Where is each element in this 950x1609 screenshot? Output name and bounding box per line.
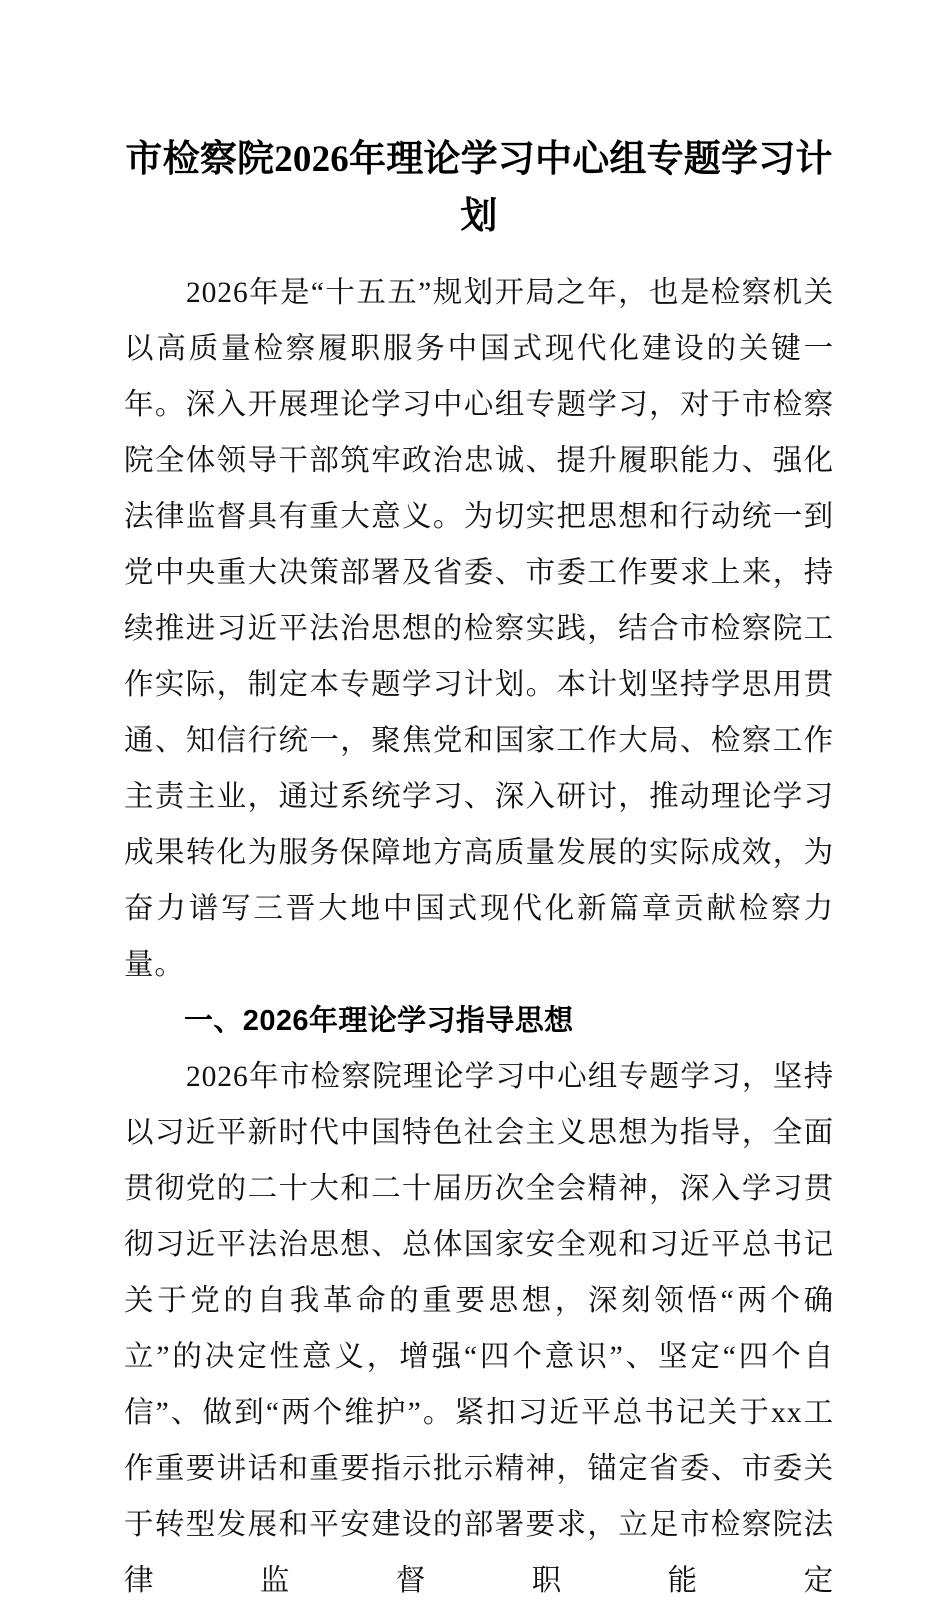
intro-paragraph: 2026年是“十五五”规划开局之年，也是检察机关以高质量检察履职服务中国式现代化建设的关键一年。深入开展理论学习中心组专题学习，对于市检察院全体领导干部筑牢政治忠诚、提升履职能力、强化法律监督具有重大意义。为切实把思想和行动统一到党中央重大决策部署及省委、市委工作要求上来，持续推进习近平法治思想的检察实践，结合市检察院工作实际，制定本专题学习计划。本计划坚持学思用贯通、知信行统一，聚焦党和国家工作大局、检察工作主责主业，通过系统学习、深入研讨，推动理论学习成果转化为服务保障地方高质量发展的实际成效，为奋力谱写三晋大地中国式现代化新篇章贡献检察力量。 bbox=[124, 277, 834, 981]
section-heading-1: 一、2026年理论学习指导思想 bbox=[184, 1005, 574, 1037]
page-title: 市检察院2026年理论学习中心组专题学习计划 bbox=[125, 139, 833, 237]
section-1-paragraph: 2026年市检察院理论学习中心组专题学习，坚持以习近平新时代中国特色社会主义思想为指导，全面贯彻党的二十大和二十届历次全会精神，深入学习贯彻习近平法治思想、总体国家安全观和习近平总书记关于党的自我革命的重要思想，深刻领悟“两个确立”的决定性意义，增强“四个意识”、坚定“四个自信”、做到“两个维护”。紧扣习近平总书记关于xx工作重要讲话和重要指示批示精神，锚定省委、市委关于转型发展和平安建设的部署要求，立足市检察院法律监督职能定 bbox=[124, 1061, 834, 1597]
document-body bbox=[124, 265, 834, 1609]
